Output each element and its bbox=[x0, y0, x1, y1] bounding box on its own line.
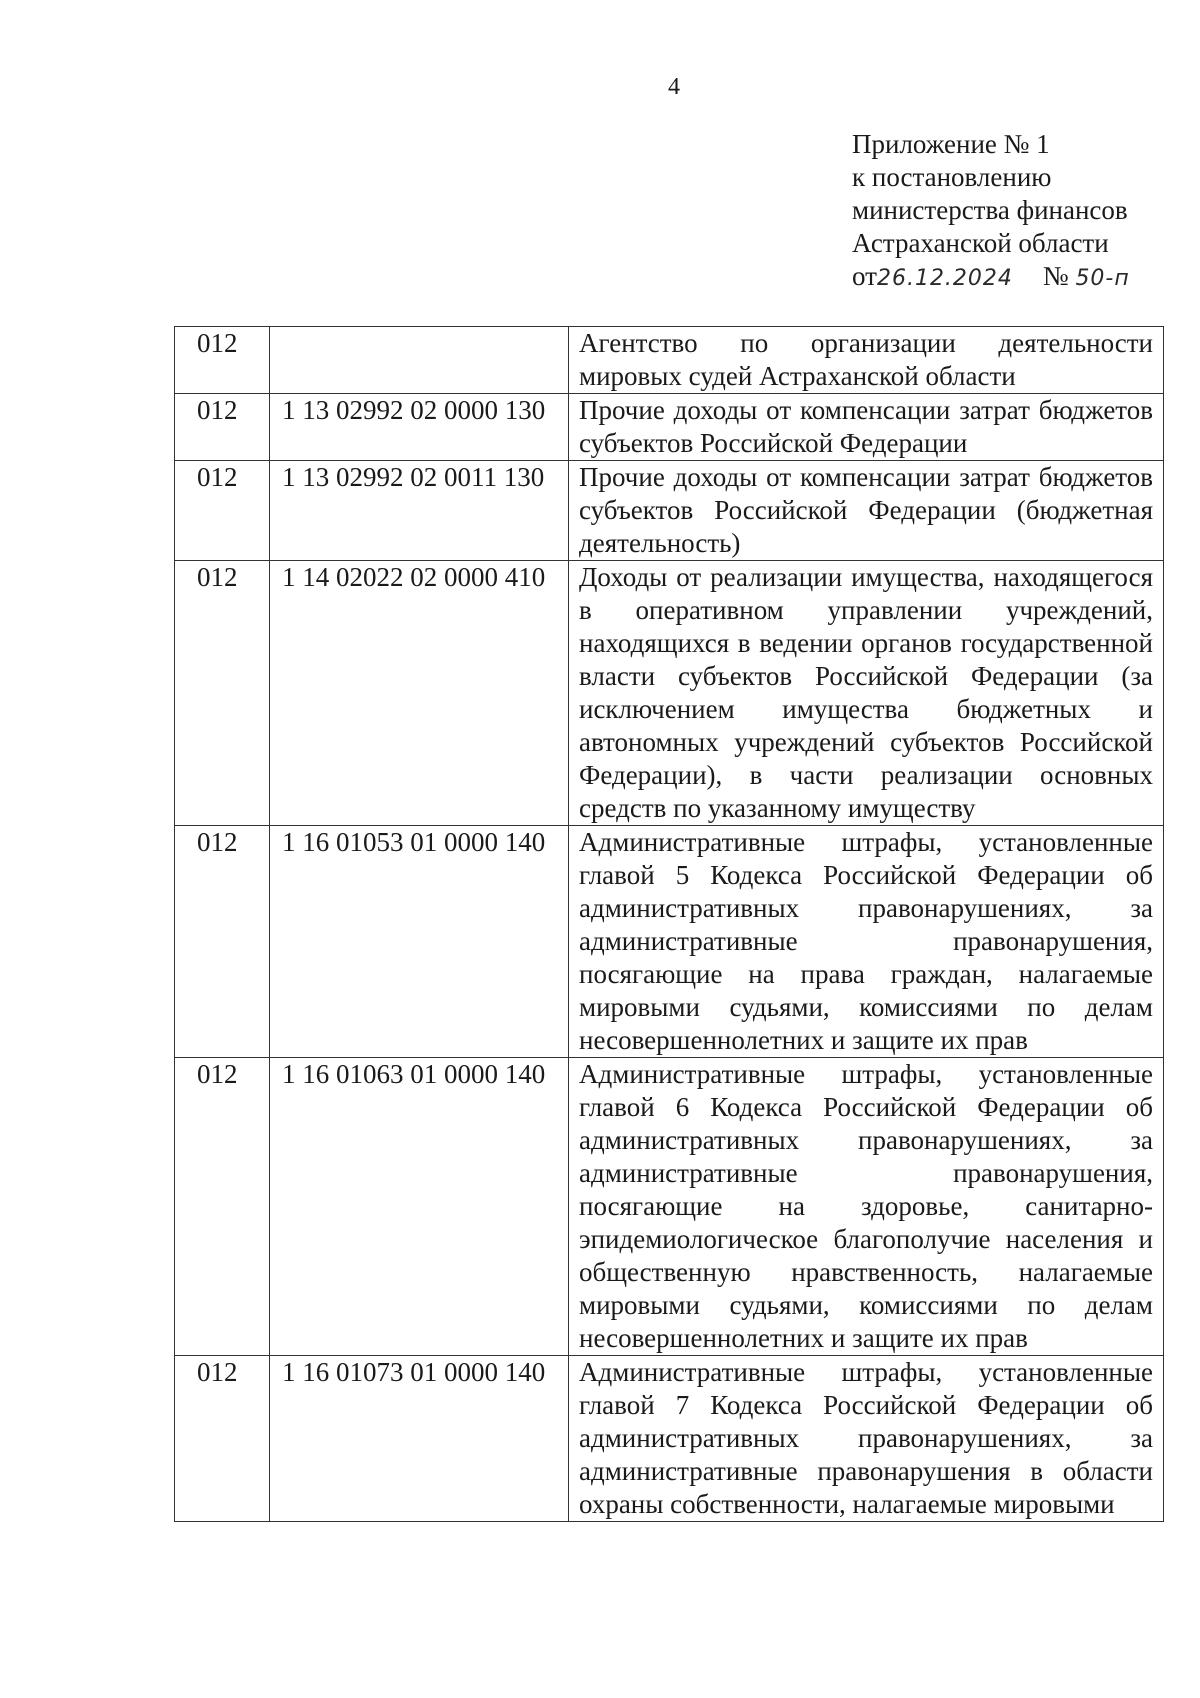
revenue-code-cell: 1 13 02992 02 0011 130 bbox=[270, 461, 569, 561]
revenue-code-cell bbox=[270, 327, 569, 394]
revenue-name-cell: Агентство по организации деятельности мировых судей Астраханской области bbox=[569, 327, 1164, 394]
table-row bbox=[175, 1356, 1164, 1522]
admin-code-cell: 012 bbox=[175, 1356, 270, 1522]
admin-code-cell: 012 bbox=[175, 826, 270, 1058]
revenue-name-cell: Административные штрафы, установленные главой 6 Кодекса Российской Федерации об административных правонарушениях, за административные правонарушения, посягающие на здоровье, санитарно-эпидемиологическое благополучие населения и общественную нравственность, налагаемые мировыми судьями, комиссиями по делам несовершеннолетних и защите их прав bbox=[569, 1058, 1164, 1356]
appendix-header bbox=[852, 128, 1130, 295]
table-row bbox=[175, 461, 1164, 561]
table-body bbox=[175, 327, 1164, 1522]
admin-code-cell: 012 bbox=[175, 394, 270, 461]
revenue-name-cell: Доходы от реализации имущества, находящегося в оперативном управлении учреждений, находящихся в ведении органов государственной власти субъектов Российской Федерации (за исключением имущества бюджетных и автономных учреждений субъектов Российской Федерации), в части реализации основных средств по указанному имуществу bbox=[569, 561, 1164, 826]
appendix-line-region: Астраханской области bbox=[852, 228, 1109, 258]
date-prefix: от bbox=[852, 261, 877, 291]
table-row bbox=[175, 826, 1164, 1058]
handwritten-number: 50-п bbox=[1075, 266, 1130, 291]
revenue-code-cell: 1 16 01053 01 0000 140 bbox=[270, 826, 569, 1058]
handwritten-date: 26.12.2024 bbox=[876, 266, 1013, 291]
table-row bbox=[175, 394, 1164, 461]
appendix-line-ministry: министерства финансов bbox=[852, 195, 1128, 225]
revenue-code-cell: 1 13 02992 02 0000 130 bbox=[270, 394, 569, 461]
admin-code-cell: 012 bbox=[175, 561, 270, 826]
admin-code-cell: 012 bbox=[175, 327, 270, 394]
table-row bbox=[175, 1058, 1164, 1356]
admin-code-cell: 012 bbox=[175, 461, 270, 561]
appendix-title: Приложение № 1 bbox=[852, 129, 1050, 159]
revenue-code-cell: 1 16 01063 01 0000 140 bbox=[270, 1058, 569, 1356]
revenue-name-cell: Административные штрафы, установленные главой 7 Кодекса Российской Федерации об административных правонарушениях, за административные правонарушения в области охраны собственности, налагаемые мировыми bbox=[569, 1356, 1164, 1522]
revenue-name-cell: Прочие доходы от компенсации затрат бюджетов субъектов Российской Федерации bbox=[569, 394, 1164, 461]
page-number: 4 bbox=[668, 74, 680, 100]
revenue-name-cell: Административные штрафы, установленные главой 5 Кодекса Российской Федерации об административных правонарушениях, за административные правонарушения, посягающие на права граждан, налагаемые мировыми судьями, комиссиями по делам несовершеннолетних и защите их прав bbox=[569, 826, 1164, 1058]
revenue-name-cell: Прочие доходы от компенсации затрат бюджетов субъектов Российской Федерации (бюджетная деятельность) bbox=[569, 461, 1164, 561]
table-row bbox=[175, 561, 1164, 826]
table-row bbox=[175, 327, 1164, 394]
admin-code-cell: 012 bbox=[175, 1058, 270, 1356]
number-prefix: № bbox=[1042, 261, 1069, 291]
revenue-codes-table bbox=[174, 326, 1164, 1522]
appendix-line-resolution: к постановлению bbox=[852, 162, 1052, 192]
revenue-code-cell: 1 16 01073 01 0000 140 bbox=[270, 1356, 569, 1522]
revenue-code-cell: 1 14 02022 02 0000 410 bbox=[270, 561, 569, 826]
appendix-date-line bbox=[852, 260, 1130, 295]
